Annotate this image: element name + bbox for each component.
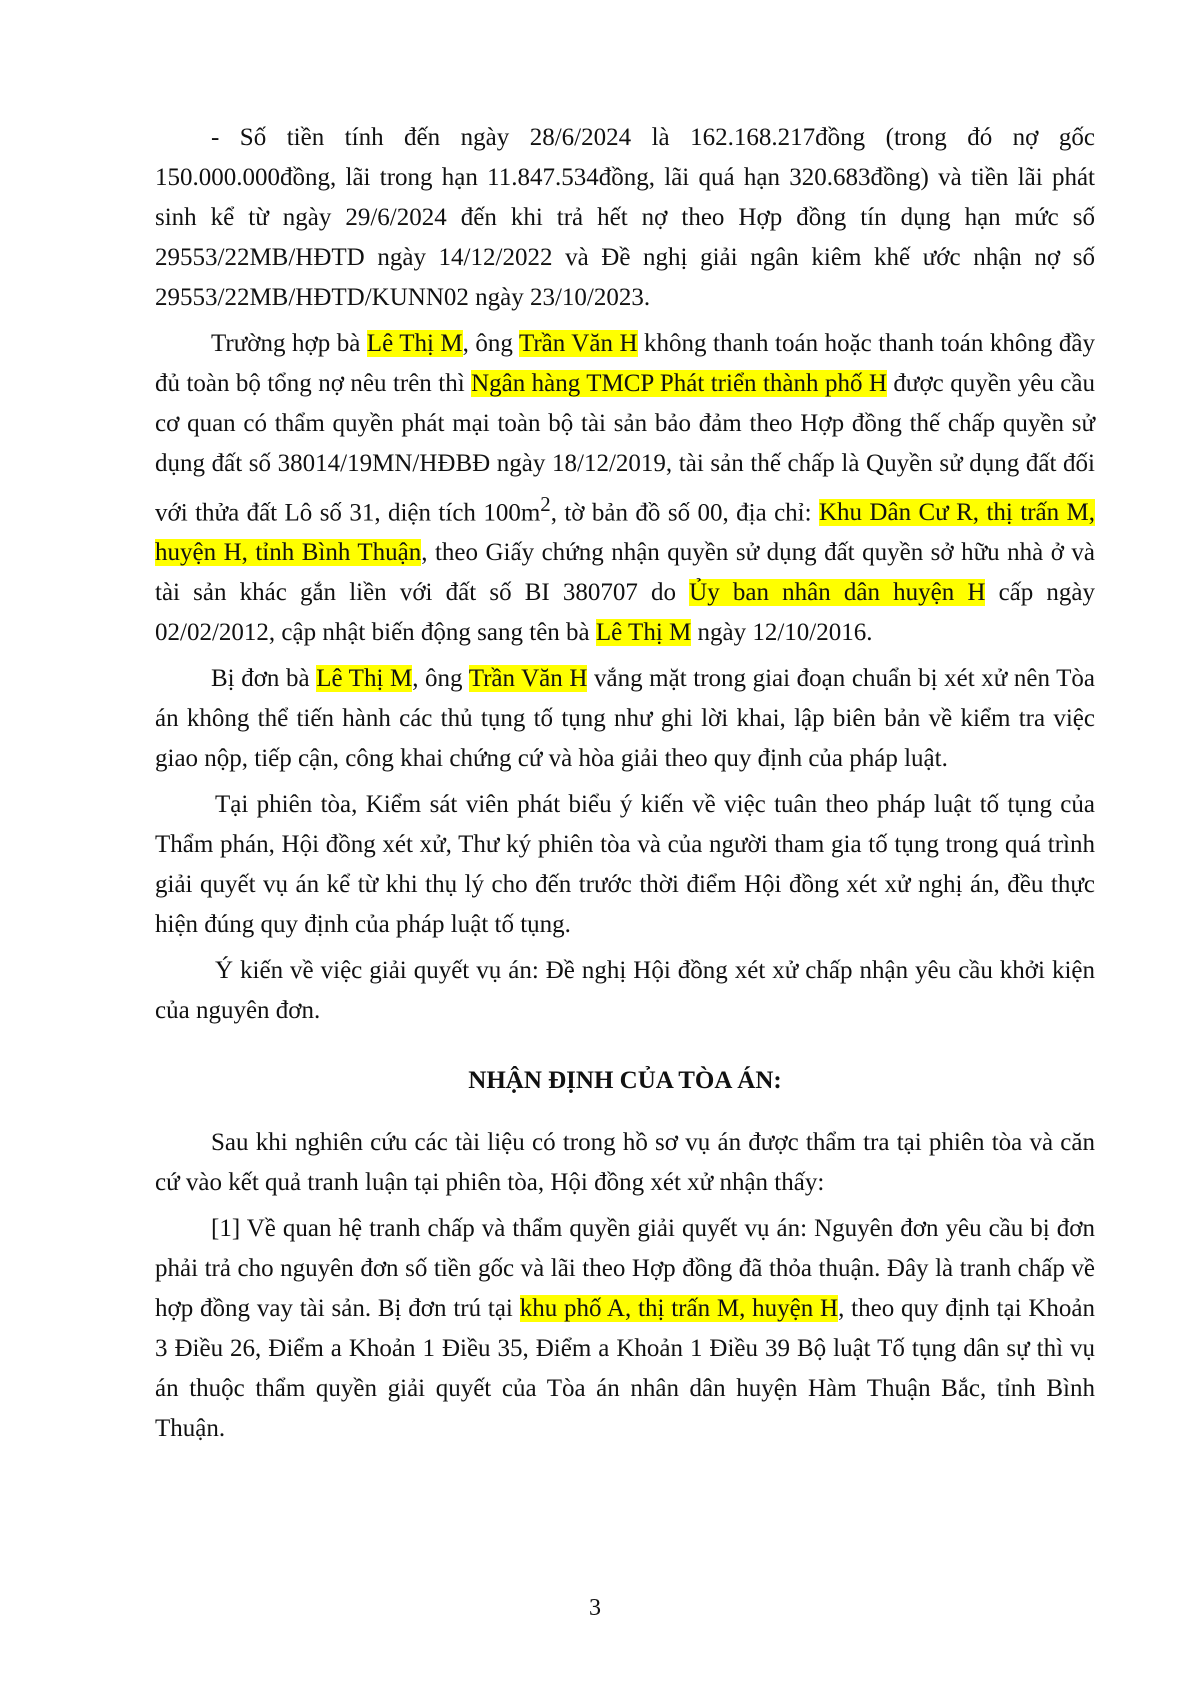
text-run: ngày 12/10/2016. (691, 619, 873, 647)
text-run: Trường hợp bà (211, 330, 367, 357)
paragraph-debt-amount-text: - Số tiền tính đến ngày 28/6/2024 là 162.168.217đồng (trong đó nợ gốc 150.000.000đồng, lãi trong hạn 11.847.534đồng, lãi quá hạn 320.683đồng) và tiền lãi phát sinh kể từ ngày 29/6/2024 đến khi trả hết nợ theo Hợp đồng tín dụng hạn mức số 29553/22MB/HĐTD ngày 14/12/2022 và Đề nghị giải ngân kiêm khế ước nhận nợ số 29553/22MB/HĐTD/KUNN02 ngày 23/10/2023. (155, 124, 1095, 311)
text-run: không thanh toán hoặc thanh toán không đầy đủ toàn bộ tổng nợ nêu trên thì (155, 330, 1095, 397)
text-run: , theo Giấy chứng nhận quyền sử dụng đất quyền sở hữu nhà ở và tài sản khác gắn liền với đất số BI 380707 do (155, 539, 1096, 607)
highlight-defendant-name: Lê Thị M (366, 330, 463, 357)
paragraph-court-review (155, 1123, 1095, 1203)
text-run: , ông (412, 665, 469, 693)
highlight-defendant-name: Trần Văn H (518, 330, 638, 357)
document-body (155, 118, 1095, 1449)
paragraph-prosecutor-opinion-text: Tại phiên tòa, Kiểm sát viên phát biểu ý kiến về việc tuân theo pháp luật tố tụng của Thẩm phán, Hội đồng xét xử, Thư ký phiên tòa và của người tham gia tố tụng trong quá trình giải quyết vụ án kể từ khi thụ lý cho đến trước thời điểm Hội đồng xét xử nghị án, đều thực hiện đúng quy định của pháp luật tố tụng. (155, 791, 1095, 939)
paragraph-court-review-text: Sau khi nghiên cứu các tài liệu có trong hồ sơ vụ án được thẩm tra tại phiên tòa và căn cứ vào kết quả tranh luận tại phiên tòa, Hội đồng xét xử nhận thấy: (155, 1129, 1095, 1197)
page-number: 3 (589, 1595, 601, 1621)
highlight-address: Khu Dân Cư R, thị trấn M, huyện H, tỉnh Bình Thuận (155, 499, 1095, 567)
highlight-defendant-name: Lê Thị M (595, 619, 692, 647)
text-run: được quyền yêu cầu cơ quan có thẩm quyền phát mại toàn bộ tài sản bảo đảm theo Hợp đồng thế chấp quyền sử dụng đất số 38014/19MN/HĐBĐ ngày 18/12/2019, tài sản thế chấp là Quyền sử dụng đất đối với thửa đất Lô số 31, diện tích 100m (155, 370, 1095, 527)
superscript-area-unit: 2 (540, 492, 551, 516)
highlight-defendant-name: Lê Thị M (316, 665, 413, 693)
text-run: , tờ bản đồ số 00, địa chỉ: (550, 499, 819, 527)
text-run: , theo quy định tại Khoản 3 Điều 26, Điểm a Khoản 1 Điều 35, Điểm a Khoản 1 Điều 39 Bộ luật Tố tụng dân sự thì vụ án thuộc thẩm quyền giải quyết của Tòa án nhân dân huyện Hàm Thuận Bắc, tỉnh Bình Thuận. (155, 1295, 1095, 1443)
paragraph-prosecutor-opinion (155, 785, 1095, 945)
section-heading: NHẬN ĐỊNH CỦA TÒA ÁN: (468, 1067, 782, 1095)
paragraph-jurisdiction (155, 1209, 1095, 1449)
paragraph-debt-amount (155, 118, 1095, 318)
paragraph-resolution-opinion (155, 951, 1095, 1031)
highlight-bank-name: Ngân hàng TMCP Phát triển thành phố H (471, 370, 887, 397)
text-run: Bị đơn bà (211, 665, 317, 693)
text-run: cấp ngày 02/02/2012, cập nhật biến động sang tên bà (155, 579, 1096, 647)
paragraph-resolution-opinion-text: Ý kiến về việc giải quyết vụ án: Đề nghị Hội đồng xét xử chấp nhận yêu cầu khởi kiện của nguyên đơn. (155, 957, 1095, 1025)
highlight-defendant-name: Trần Văn H (468, 665, 588, 693)
highlight-address: khu phố A, thị trấn M, huyện H (519, 1295, 839, 1323)
text-run: vắng mặt trong giai đoạn chuẩn bị xét xử nên Tòa án không thể tiến hành các thủ tụng tố tụng như ghi lời khai, lập biên bản về kiểm tra việc giao nộp, tiếp cận, công khai chứng cứ và hòa giải theo quy định của pháp luật. (155, 665, 1095, 773)
highlight-authority: Ủy ban nhân dân huyện H (689, 579, 986, 607)
text-run: [1] Về quan hệ tranh chấp và thẩm quyền giải quyết vụ án: Nguyên đơn yêu cầu bị đơn phải trả cho nguyên đơn số tiền gốc và lãi theo Hợp đồng đã thỏa thuận. Đây là tranh chấp về hợp đồng vay tài sản. Bị đơn trú tại (155, 1215, 1095, 1323)
paragraph-defendant-absent (155, 659, 1095, 779)
paragraph-collateral (155, 324, 1095, 653)
text-run: , ông (462, 330, 519, 357)
